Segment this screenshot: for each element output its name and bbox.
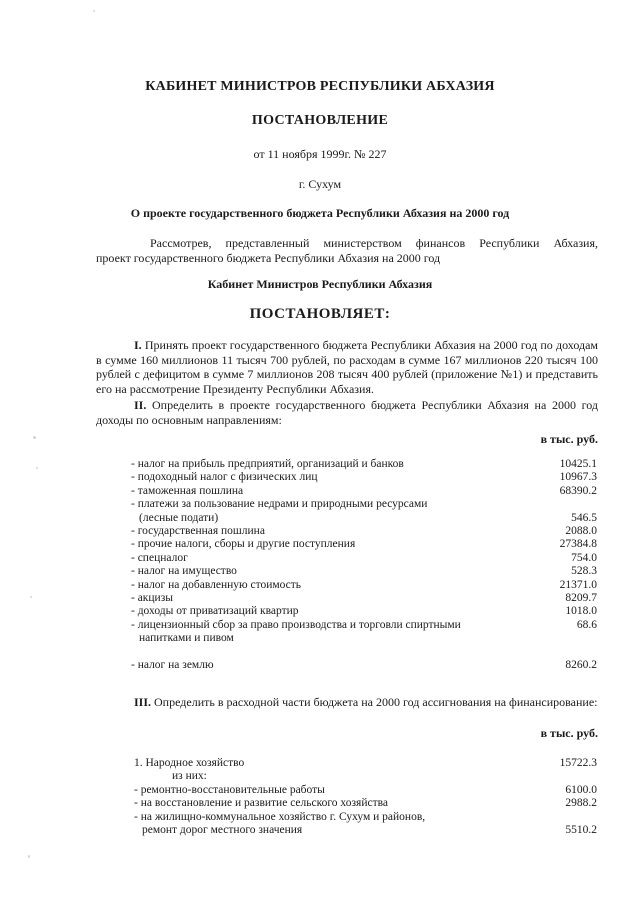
expense-item-value: 5510.2 (565, 824, 597, 837)
revenue-item-value: 8209.7 (565, 592, 597, 605)
revenue-item-row (131, 458, 597, 471)
revenue-item-label-line: - налог на прибыль предприятий, организаций и банков (131, 458, 404, 470)
expense-item-label (134, 797, 541, 810)
revenue-item-label (131, 471, 541, 484)
revenue-item-label (131, 592, 541, 605)
revenue-item-label (131, 485, 541, 498)
intro-line: проект государственного бюджета Республики Абхазия на 2000 год (96, 250, 441, 265)
unit-label: в тыс. руб. (540, 726, 598, 740)
revenue-item-label (131, 458, 541, 471)
expense-group-row (134, 757, 597, 770)
revenue-item-label-line: - налог на добавленную стоимость (131, 578, 302, 591)
document-subject: О проекте государственного бюджета Республики Абхазия на 2000 год (130, 206, 510, 220)
expense-item-row (134, 811, 597, 838)
section-1-text: Принять проект государственного бюджета Республики Абхазия на 2000 год по доходам в сумме 160 миллионов 11 тысяч 700 рублей, по расходам в сумме 167 миллионов 220 тысяч 100 рублей с дефицитом в сумме 7 миллионов 208 тысяч 400 рублей (приложение №1) и представить его на рассмотрение Президенту Республики Абхазия. (96, 338, 598, 396)
scan-speck (28, 855, 30, 858)
revenue-item-label-line: - платежи за пользование недрами и природными ресурсами (131, 498, 428, 511)
revenue-item-row (131, 565, 597, 578)
revenue-item-label (131, 565, 541, 578)
expense-items (134, 784, 597, 838)
revenue-item-value: 68390.2 (559, 484, 597, 497)
revenue-item-label (131, 619, 541, 646)
revenue-item-row (131, 498, 597, 525)
revenue-item-label-line: - лицензионный сбор за право производства и торговли спиртными (131, 618, 461, 631)
revenue-item-value: 8260.2 (565, 659, 597, 672)
scan-speck (30, 596, 32, 598)
section-2-text: Определить в проекте государственного бюджета Республики Абхазия на 2000 год доходы по основным направлениям: (96, 398, 598, 427)
expense-item-value: 6100.0 (565, 783, 597, 796)
revenue-item-value: 10967.3 (559, 471, 597, 484)
revenue-item-row (131, 579, 597, 592)
revenue-item-value: 1018.0 (565, 605, 597, 618)
expense-item-label-continuation: ремонт дорог местного значения (142, 824, 303, 837)
revenue-item-row (131, 525, 597, 538)
revenue-item-value: 754.0 (571, 551, 597, 564)
revenue-item-value: 68.6 (576, 618, 597, 631)
organization-title: КАБИНЕТ МИНИСТРОВ РЕСПУБЛИКИ АБХАЗИЯ (145, 79, 495, 94)
expense-item-label-line: - ремонтно-восстановительные работы (134, 783, 325, 796)
revenue-item-label-line: - акцизы (131, 592, 173, 605)
revenue-item-label (131, 552, 541, 565)
revenue-item-row (131, 605, 597, 618)
expense-item-label-line: - на восстановление и развитие сельского хозяйства (134, 797, 388, 810)
scan-speck (36, 467, 38, 469)
section-2-number: II. (134, 398, 147, 412)
revenue-list (131, 458, 597, 672)
section-3-paragraph (96, 695, 598, 710)
revenue-item-label (131, 538, 541, 551)
expense-group-value: 15722.3 (559, 757, 597, 769)
intro-line: Рассмотрев, представленный министерством финансов Республики Абхазия, (150, 236, 598, 250)
revenue-item-value: 528.3 (571, 565, 597, 578)
section-3-number: III. (134, 695, 152, 709)
revenue-item-row (131, 538, 597, 551)
revenue-item-row (131, 592, 597, 605)
revenue-item-label-line: - доходы от приватизаций квартир (131, 605, 299, 618)
document-type: ПОСТАНОВЛЕНИЕ (251, 113, 389, 128)
revenue-item-label-line: - налог на имущество (131, 565, 237, 578)
revenue-item-label-continuation: напитками и пивом (139, 632, 234, 645)
expense-item-label (134, 811, 541, 838)
resolves-heading: ПОСТАНОВЛЯЕТ: (249, 306, 391, 322)
revenue-item-label (131, 605, 541, 618)
revenue-item-value: 27384.8 (559, 538, 597, 551)
revenue-item-row (131, 485, 597, 498)
section-1-paragraph (96, 338, 598, 396)
expense-item-row (134, 797, 597, 810)
revenue-item-label-line: - спецналог (131, 551, 188, 564)
document-city: г. Сухум (298, 177, 342, 191)
document-date-number: от 11 ноября 1999г. № 227 (253, 147, 387, 161)
expense-item-label-line: - на жилищно-коммунальное хозяйство г. Сухум и районов, (134, 810, 426, 823)
revenue-item-row (131, 659, 597, 672)
of-which-row (134, 770, 597, 783)
expense-group-label: 1. Народное хозяйство (134, 757, 245, 769)
section-2-paragraph (96, 398, 598, 427)
list-gap (131, 646, 597, 659)
of-which-label: из них: (172, 770, 207, 783)
expense-item-row (134, 784, 597, 797)
revenue-item-label-line: - государственная пошлина (131, 525, 265, 538)
expense-item-label (134, 784, 541, 797)
revenue-item-label (131, 579, 541, 592)
intro-paragraph (96, 236, 598, 265)
revenue-item-label-line: - налог на землю (131, 659, 214, 672)
expense-item-value: 2988.2 (565, 797, 597, 810)
cabinet-name: Кабинет Министров Республики Абхазия (207, 277, 433, 291)
scan-speck (33, 436, 36, 439)
revenue-item-row (131, 552, 597, 565)
revenue-item-value: 21371.0 (559, 578, 597, 591)
scan-speck (93, 10, 95, 12)
revenue-item-value: 10425.1 (559, 458, 597, 470)
revenue-item-label (131, 659, 541, 672)
revenue-item-row (131, 619, 597, 646)
revenue-item-label (131, 525, 541, 538)
revenue-item-label-line: - подоходный налог с физических лиц (131, 471, 318, 484)
revenue-item-label-line: - таможенная пошлина (131, 484, 244, 497)
section-3-text: Определить в расходной части бюджета на 2000 год ассигнования на финансирование: (151, 695, 598, 709)
section-1-number: I. (134, 338, 142, 352)
revenue-item-label-continuation: (лесные подати) (139, 511, 219, 524)
revenue-item-label-line: - прочие налоги, сборы и другие поступления (131, 538, 356, 551)
expense-list (134, 757, 597, 837)
unit-label: в тыс. руб. (540, 432, 598, 446)
revenue-item-label (131, 498, 541, 525)
revenue-item-value: 2088.0 (565, 525, 597, 538)
revenue-item-value: 546.5 (571, 511, 597, 524)
revenue-item-row (131, 471, 597, 484)
